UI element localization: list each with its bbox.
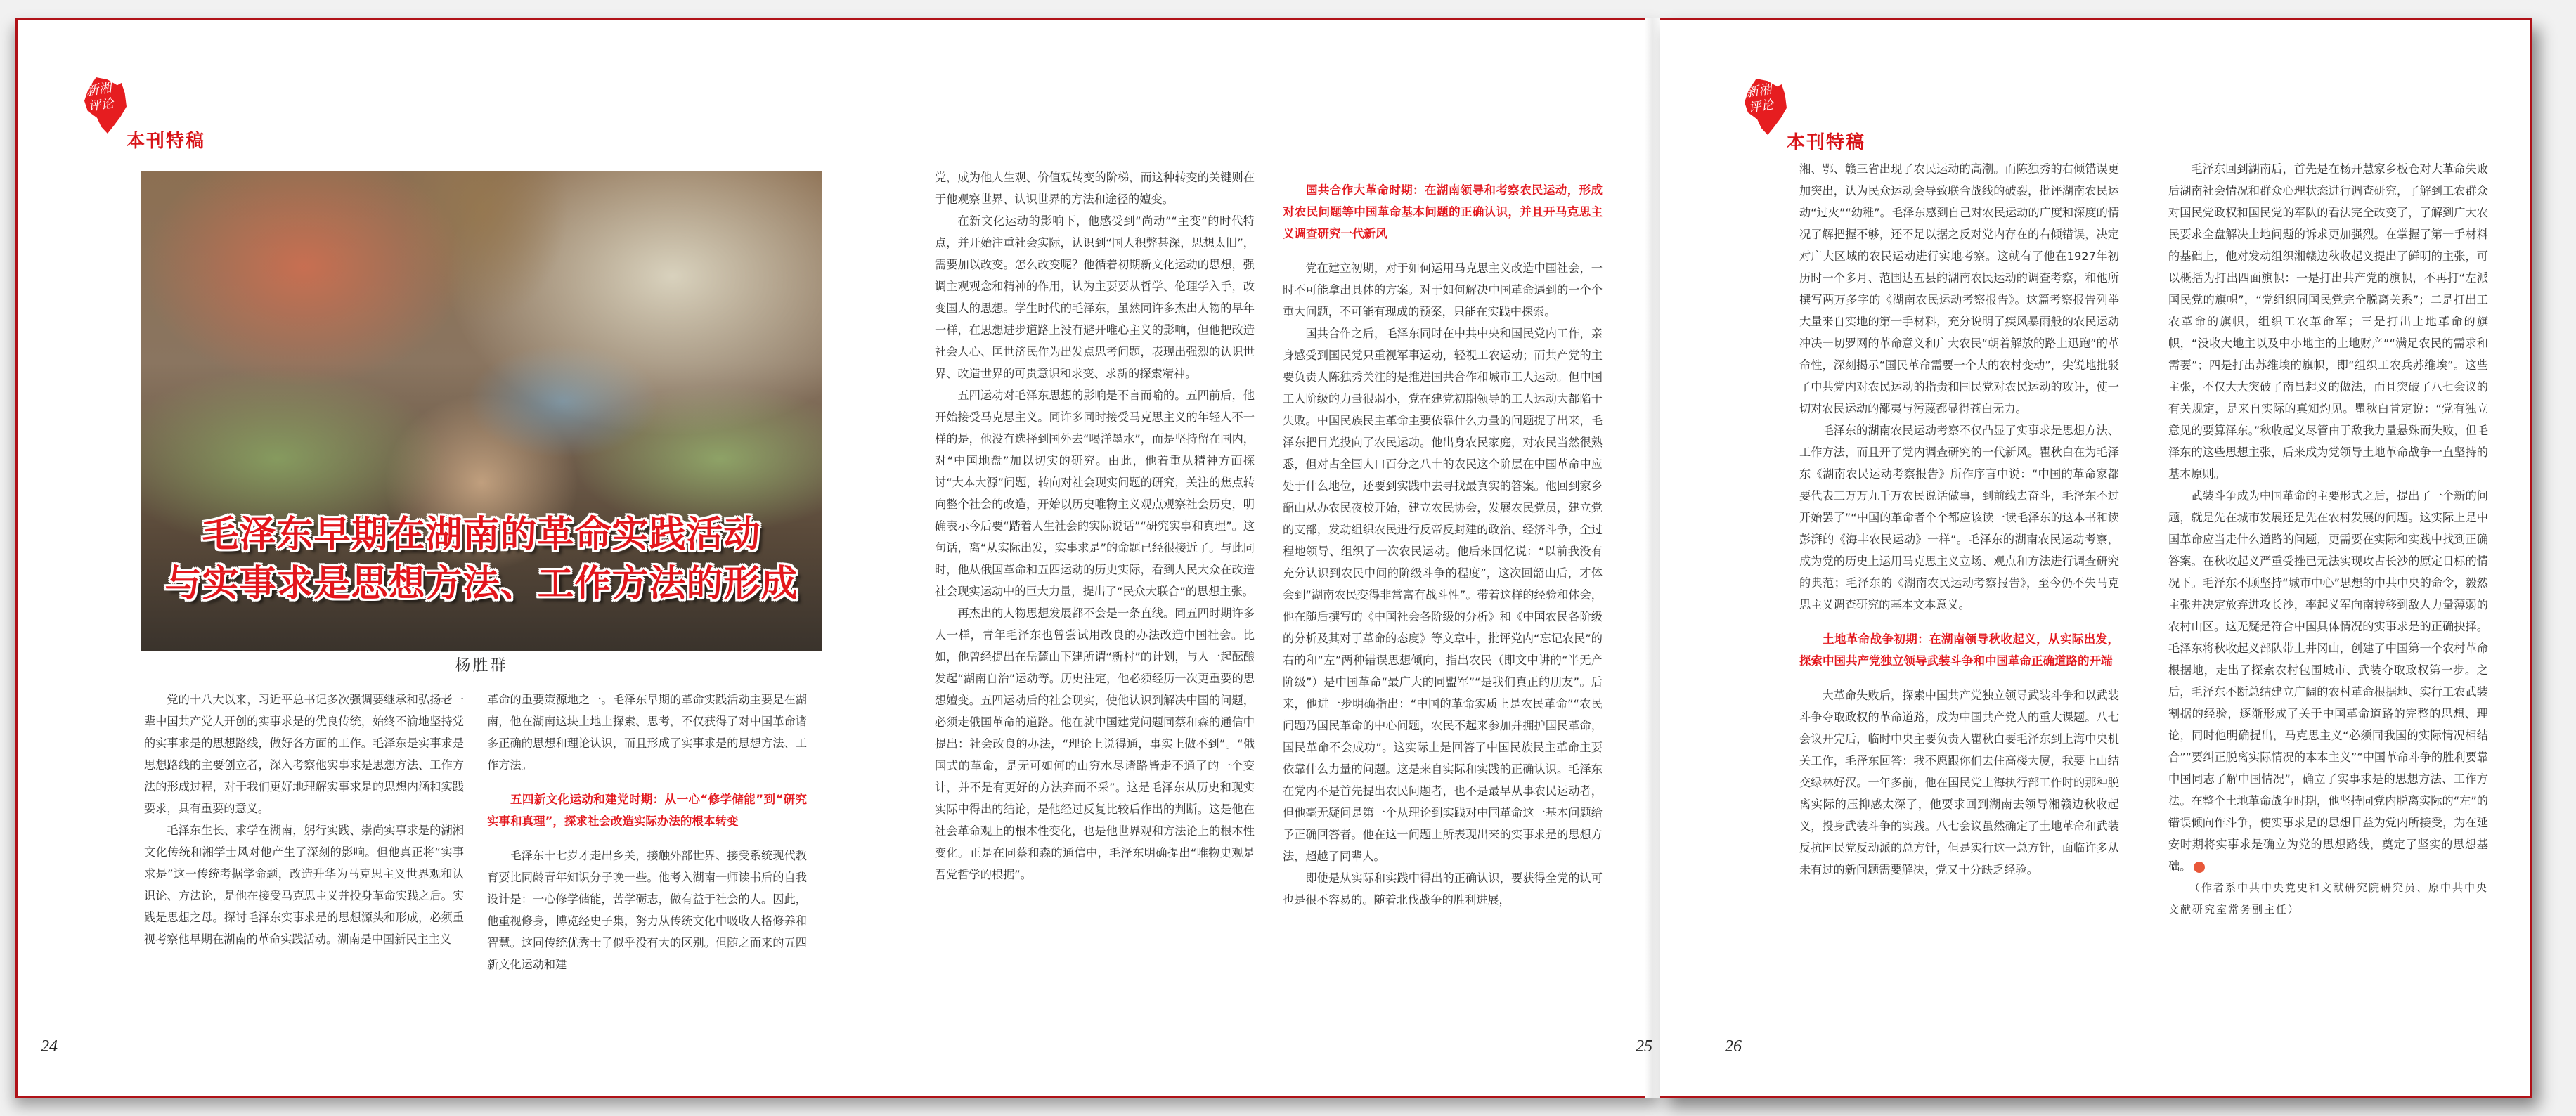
logo-script-text: 新湘评论 <box>85 80 115 115</box>
column-1 <box>144 689 464 950</box>
paragraph: 党在建立初期，对于如何运用马克思主义改造中国社会，一时不可能拿出具体的方案。对于如何解决中国革命遇到的一个个重大问题，不可能有现成的预案，只能在实践中探索。 <box>1283 261 1603 318</box>
paragraph: 国共合作之后，毛泽东同时在中共中央和国民党内工作，亲身感受到国民党只重视军事运动，轻视工农运动；而共产党的主要负责人陈独秀关注的是推进国共合作和城市工人运动。但中国工人阶级的力量很弱小，党在建党初期领导的工人运动大都陷于失败。中国民族民主革命主要依靠什么力量的问题提了出来，毛泽东把目光投向了农民运动。他出身农民家庭，对农民当然很熟悉，但对占全国人口百分之八十的农民这个阶层在中国革命中应处于什么地位，还要到实践中去寻找最真实的答案。他回到家乡韶山从办农民夜校开始，建立农民协会，发展农民党员，建立党的支部，发动组织农民进行反帝反封建的政治、经济斗争，全过程地领导、组织了一次农民运动。他后来回忆说：“以前我没有充分认识到农民中间的阶级斗争的程度”，这次回韶山后，才体会到“湖南农民变得非常富有战斗性”。带着这样的经验和体会，他在随后撰写的《中国社会各阶级的分析》和《中国农民各阶级的分析及其对于革命的态度》等文章中，批评党内“忘记农民”的右的和“左”两种错误思想倾向，指出农民（即文中讲的“半无产阶级”）是中国革命“最广大的同盟军”“是我们真正的朋友”。后来，他进一步明确指出：“中国的革命实质上是农民革命”“农民问题乃国民革命的中心问题，农民不起来参加并拥护国民革命，国民革命不会成功”。这实际上是回答了中国民族民主革命主要依靠什么力量的问题。这是来自实际和实践的正确认识。毛泽东在党内不是首先提出农民问题者，也不是最早从事农民运动者，但他毫无疑问是第一个从理论到实践对中国革命这一基本问题给予正确回答者。他在这一问题上所表现出来的实事求是的思想方法，超越了同辈人。 <box>1283 327 1603 863</box>
article-title <box>141 510 822 609</box>
logo-script-text: 新湘评论 <box>1745 82 1775 116</box>
paragraph: 即使是从实际和实践中得出的正确认识，要获得全党的认可也是很不容易的。随着北伐战争的胜利进展， <box>1283 871 1603 907</box>
section-label: 本刊特稿 <box>1787 132 1866 153</box>
section-heading: 土地革命战争初期：在湖南领导秋收起义，从实际出发，探索中国共产党独立领导武装斗争和中国革命正确道路的开端 <box>1799 632 2119 668</box>
magazine-logo <box>84 77 206 152</box>
paragraph: 湘、鄂、赣三省出现了农民运动的高潮。而陈独秀的右倾错误更加突出，认为民众运动会导致联合战线的破裂，批评湖南农民运动“过火”“幼稚”。毛泽东感到自己对农民运动的广度和深度的情况了解把握不够，还不足以据之反对党内存在的右倾错误，决定对广大区域的农民运动进行实地考察。这就有了他在1927年初历时一个多月、范围达五县的湖南农民运动的调查考察，和他所撰写两万多字的《湖南农民运动考察报告》。这篇考察报告列举大量来自实地的第一手材料，充分说明了疾风暴雨般的农民运动冲决一切罗网的革命意义和广大农民“朝着解放的路上迅跑”的革命性，深刻揭示“国民革命需要一个大的农村变动”，尖锐地批驳了中共党内对农民运动的指责和国民党对农民运动的攻讦，使一切对农民运动的鄙夷与污蔑都显得苍白无力。 <box>1799 162 2119 415</box>
article-author: 杨胜群 <box>455 657 508 675</box>
section-label: 本刊特稿 <box>127 131 206 152</box>
page-gutter <box>1645 18 1662 1098</box>
paragraph: 毛泽东生长、求学在湖南，躬行实践、崇尚实事求是的湖湘文化传统和湘学士风对他产生了深刻的影响。但他真正将“实事求是”这一传统考据学命题，改造升华为马克思主义世界观和认识论、方法论，是他在接受马克思主义并投身革命实践之后。实践是思想之母。探讨毛泽东实事求是的思想源头和形成，必须重视考察他早期在湖南的革命实践活动。湖南是中国新民主主义 <box>144 824 464 946</box>
paragraph: 革命的重要策源地之一。毛泽东早期的革命实践活动主要是在湖南，他在湖南这块土地上探索、思考，不仅获得了对中国革命诸多正确的思想和理论认识，而且形成了实事求是的思想方法、工作方法。 <box>487 693 807 772</box>
page-number-24: 24 <box>41 1037 58 1056</box>
paragraph: 毛泽东十七岁才走出乡关，接触外部世界、接受系统现代教育要比同龄青年知识分子晚一些。他考入湖南一师读书后的自我设计是：一心修学储能，苦学砺志，做有益于社会的人。因此，他重视修身，博览经史子集，努力从传统文化中吸收人格修养和智慧。这同传统优秀士子似乎没有大的区别。但随之而来的五四新文化运动和建 <box>487 849 807 971</box>
paragraph: 大革命失败后，探索中国共产党独立领导武装斗争和以武装斗争夺取政权的革命道路，成为中国共产党人的重大课题。八七会议开完后，临时中央主要负责人瞿秋白要毛泽东到上海中央机关工作，毛泽东回答：我不愿跟你们去住高楼大厦，我要上山结交绿林好汉。一年多前，他在国民党上海执行部工作时的那种脱离实际的压抑感太深了，他要求回到湖南去领导湘赣边秋收起义，投身武装斗争的实践。八七会议虽然确定了土地革命和武装反抗国民党反动派的总方针，但是实行这一总方针，面临许多从未有过的新问题需要解决，党又十分缺乏经验。 <box>1799 689 2119 876</box>
column-2 <box>487 689 807 975</box>
author-note: （作者系中共中央党史和文献研究院研究员、原中共中央文献研究室常务副主任） <box>2168 881 2489 916</box>
paragraph: 在新文化运动的影响下，他感受到“尚动”“主变”的时代特点，并开始注重社会实际，认识到“国人积弊甚深，思想太旧”，需要加以改变。怎么改变呢？他循着初期新文化运动的思想，强调主观观念和精神的作用，认为主要要从哲学、伦理学入手，改变国人的思想。学生时代的毛泽东，虽然同许多杰出人物的早年一样，在思想进步道路上没有避开唯心主义的影响，但他把改造社会人心、匡世济民作为出发点思考问题，表现出强烈的认识世界、改造世界的可贵意识和求变、求新的探索精神。 <box>935 214 1255 380</box>
column-3 <box>935 167 1255 885</box>
title-line-2: 与实事求是思想方法、工作方法的形成 <box>164 562 798 605</box>
hero-painting <box>141 171 822 651</box>
paragraph: 党，成为他人生观、价值观转变的阶梯，而这种转变的关键则在于他观察世界、认识世界的方法和途径的嬗变。 <box>935 171 1255 206</box>
paragraph: 党的十八大以来，习近平总书记多次强调要继承和弘扬老一辈中国共产党人开创的实事求是的优良传统，始终不渝地坚持党的实事求是的思想路线，做好各方面的工作。毛泽东是实事求是思想路线的主要创立者，深入考察他实事求是思想方法、工作方法的形成过程，对于我们更好地理解实事求是的思想内涵和实践要求，具有重要的意义。 <box>144 693 464 815</box>
paragraph: 武装斗争成为中国革命的主要形式之后，提出了一个新的问题，就是先在城市发展还是先在农村发展的问题。这实际上是中国革命应当走什么道路的问题，更需要在实际和实践中找到正确答案。在秋收起义严重受挫已无法实现攻占长沙的原定目标的情况下。毛泽东不顾坚持“城市中心”思想的中共中央的命令，毅然主张并决定放弃进攻长沙，率起义军向南转移到敌人力量薄弱的农村山区。这无疑是符合中国具体情况的实事求是的正确抉择。毛泽东将秋收起义部队带上井冈山，创建了中国第一个农村革命根据地，走出了探索农村包围城市、武装夺取政权第一步。之后，毛泽东不断总结建立广阔的农村革命根据地、实行工农武装割据的经验，逐渐形成了关于中国革命道路的完整的思想、理论，同时他明确提出，马克思主义“必须同我国的实际情况相结合”“要纠正脱离实际情况的本本主义”“中国革命斗争的胜利要靠中国同志了解中国情况”，确立了实事求是的思想方法、工作方法。在整个土地革命战争时期，他坚持同党内脱离实际的“左”的错误倾向作斗争，使实事求是的思想日益为党内所接受，为在延安时期将实事求是确立为党的思想路线，奠定了坚实的思想基础。 <box>2168 489 2488 873</box>
column-4 <box>1283 167 1603 911</box>
end-of-article-icon <box>2194 862 2205 873</box>
paragraph: 五四运动对毛泽东思想的影响是不言而喻的。五四前后，他开始接受马克思主义。同许多同时接受马克思主义的年轻人不一样的是，他没有选择到国外去“喝洋墨水”，而是坚持留在国内，对“中国地盘”加以切实的研究。由此，他着重从精神方面探讨“大本大源”问题，转向对社会现实问题的研究，关注的焦点转向整个社会的改造，开始以历史唯物主义观点观察社会历史，明确表示今后要“踏着人生社会的实际说话”“研究实事和真理”。这句话，离“从实际出发，实事求是”的命题已经很接近了。与此同时，他从俄国革命和五四运动的历史实际，看到人民大众在改造社会现实运动中的巨大力量，提出了“民众大联合”的思想主张。 <box>935 389 1255 598</box>
paragraph: 毛泽东的湖南农民运动考察不仅凸显了实事求是思想方法、工作方法，而且开了党内调查研究的一代新风。瞿秋白在为毛泽东《湖南农民运动考察报告》所作序言中说：“中国的革命家都要代表三万万九千万农民说话做事，到前线去奋斗，毛泽东不过开始罢了”“中国的革命者个个都应该读一读毛泽东的这本书和读彭湃的《海丰农民运动》一样”。毛泽东的湖南农民运动考察，成为党的历史上运用马克思主义立场、观点和方法进行调查研究的典范；毛泽东的《湖南农民运动考察报告》，至今仍不失马克思主义调查研究的基本文本意义。 <box>1799 424 2119 611</box>
paragraph: 毛泽东回到湖南后，首先是在杨开慧家乡板仓对大革命失败后湖南社会情况和群众心理状态进行调查研究，了解到工农群众对国民党政权和国民党的军队的看法完全改变了，了解到广大农民要求全盘解决土地问题的诉求更加强烈。在掌握了第一手材料的基础上，他对发动组织湘赣边秋收起义提出了鲜明的主张，可以概括为打出四面旗帜：一是打出共产党的旗帜，不再打“左派国民党的旗帜”，“党组织同国民党完全脱离关系”；二是打出工农革命的旗帜，组织工农革命军；三是打出土地革命的旗帜，“没收大地主以及中小地主的土地财产”“满足农民的需求和需要”；四是打出苏维埃的旗帜，即“组织工农兵苏维埃”。这些主张，不仅大大突破了南昌起义的做法，而且突破了八七会议的有关规定，是来自实际的真知灼见。瞿秋白肯定说：“党有独立意见的要算泽东。”秋收起义尽管由于敌我力量悬殊而失败，但毛泽东的这些思想主张，后来成为党领导土地革命战争一直坚持的基本原则。 <box>2168 162 2488 481</box>
title-line-1: 毛泽东早期在湖南的革命实践活动 <box>202 513 761 556</box>
column-5 <box>1799 158 2119 881</box>
page-number-26: 26 <box>1725 1037 1742 1056</box>
page-number-25: 25 <box>1636 1037 1652 1056</box>
section-heading: 国共合作大革命时期：在湖南领导和考察农民运动，形成对农民问题等中国革命基本问题的正确认识，并且开马克思主义调查研究一代新风 <box>1283 183 1603 240</box>
paragraph: 再杰出的人物思想发展都不会是一条直线。同五四时期许多人一样，青年毛泽东也曾尝试用改良的办法改造中国社会。比如，他曾经提出在岳麓山下建所谓“新村”的计划，与人一起酝酿发起“湖南自治”运动等。历史注定，他必须经历一次更重要的思想嬗变。五四运动后的社会现实，使他认识到解决中国的问题，必须走俄国革命的道路。他在就中国建党问题同蔡和森的通信中提出：社会改良的办法，“理论上说得通，事实上做不到”。“俄国式的革命，是无可如何的山穷水尽诸路皆走不通了的一个变计，并不是有更好的方法弃而不采”。这是毛泽东从历史和现实实际中得出的结论，是他经过反复比较后作出的判断。这是他在社会革命观上的根本性变化，也是他世界观和方法论上的根本性变化。正是在同蔡和森的通信中，毛泽东明确提出“唯物史观是吾党哲学的根据”。 <box>935 606 1255 881</box>
section-heading: 五四新文化运动和建党时期：从一心“修学储能”到“研究实事和真理”，探求社会改造实际办法的根本转变 <box>487 793 807 828</box>
magazine-logo-right <box>1745 79 1866 153</box>
column-6 <box>2168 158 2488 921</box>
